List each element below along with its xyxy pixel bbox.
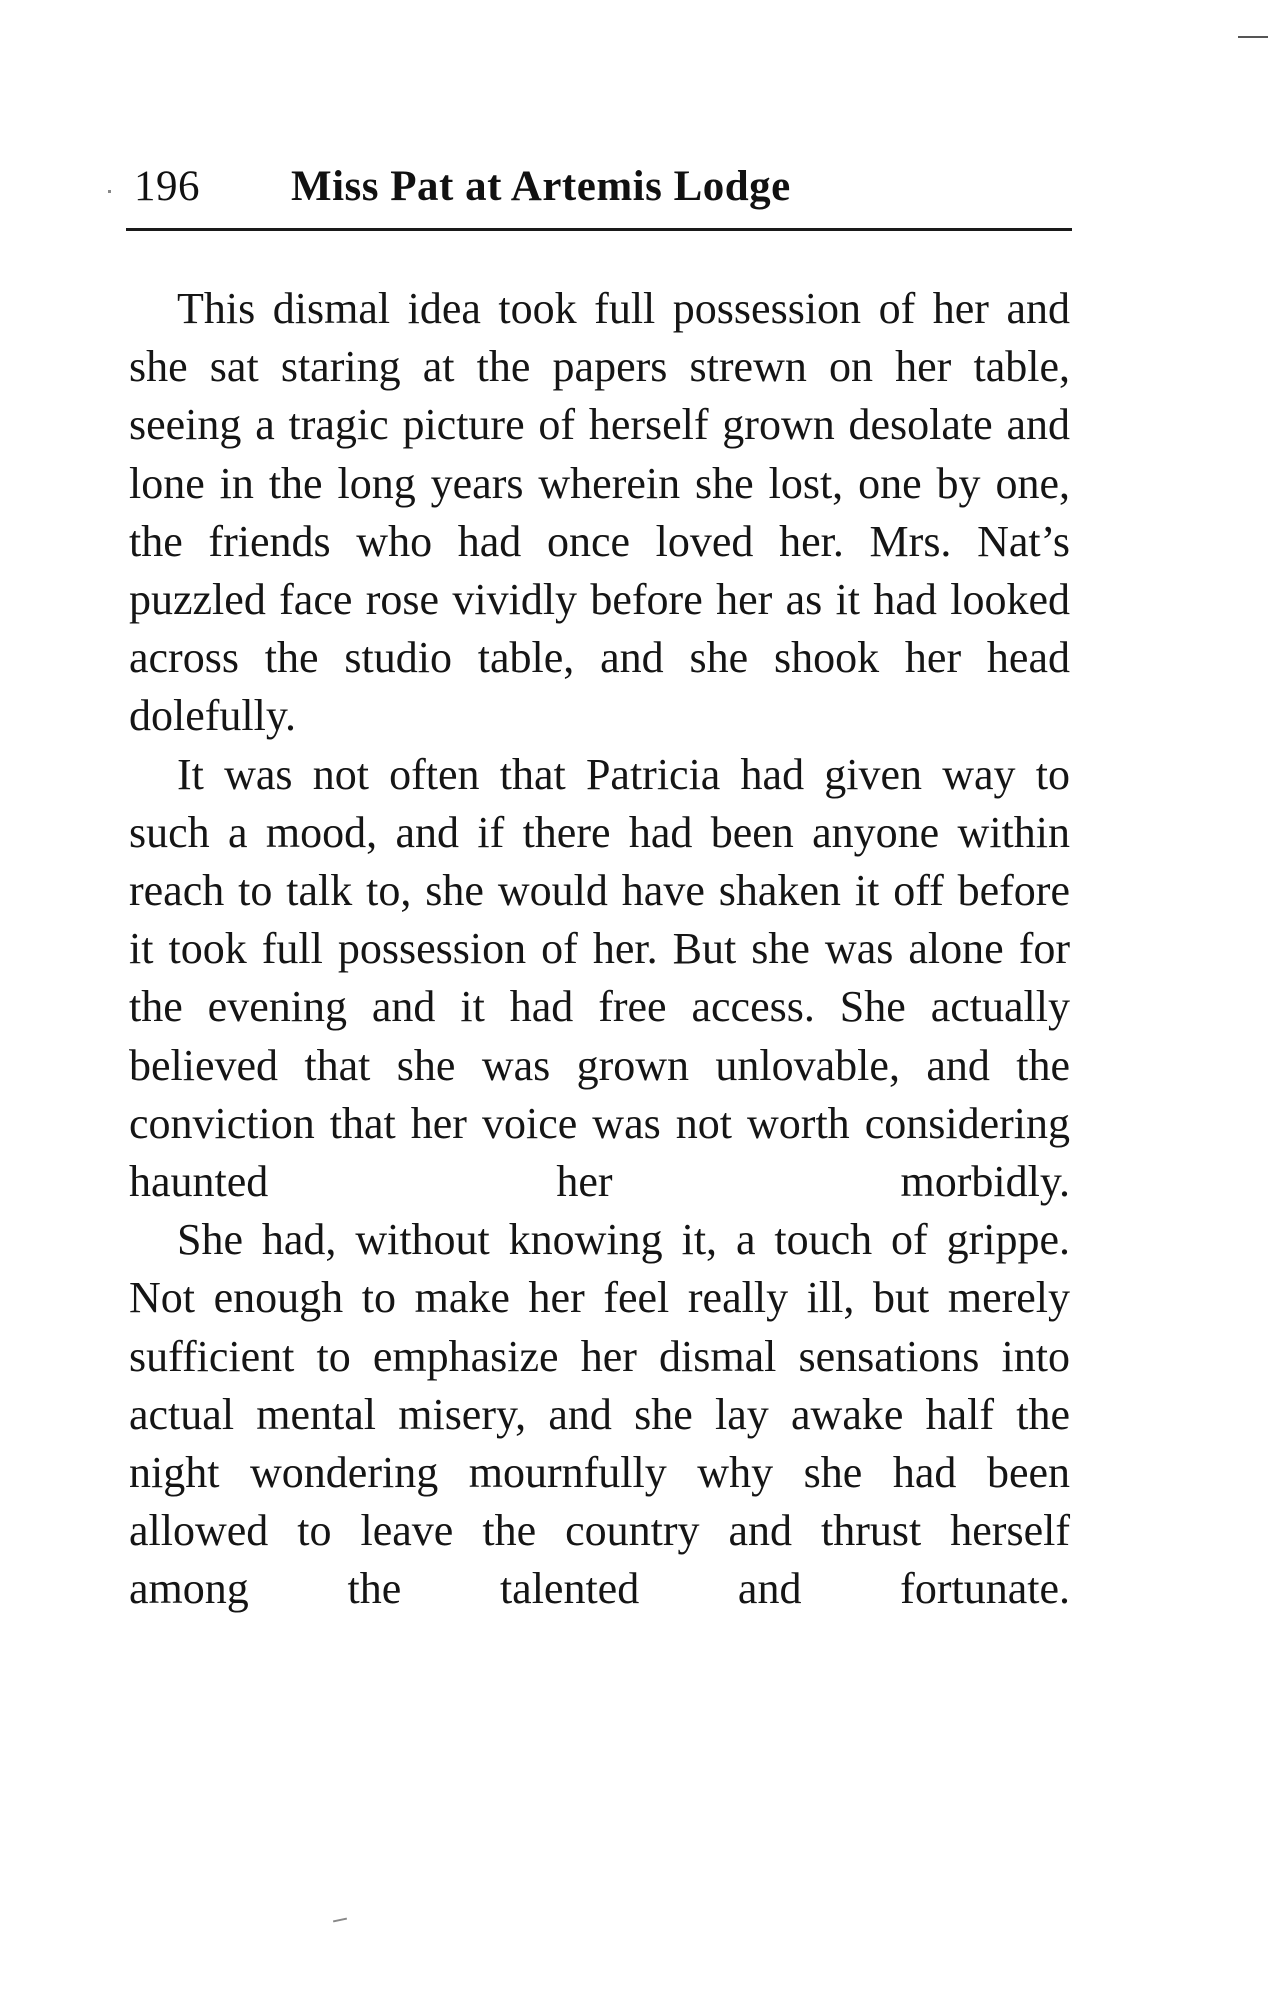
scan-mark [1238, 36, 1268, 38]
paragraph-1: This dismal idea took full possession of her and she sat staring at the papers strewn on her table, seeing a tragic picture of herself grown desolate and lone in the long years wherein she lost, one by one, the friends who had once loved her. Mrs. Nat’s puzzled face rose vividly before her as it had looked across the studio table, and she shook her head dolefully. [129, 284, 1070, 741]
body-text [129, 280, 1070, 1619]
scan-mark [108, 190, 111, 193]
running-title: Miss Pat at Artemis Lodge [291, 163, 791, 210]
page-header [126, 158, 1072, 230]
scan-mark [333, 1918, 347, 1923]
page-number: 196 [134, 163, 200, 210]
paragraph-2: It was not often that Patricia had given way to such a mood, and if there had been anyone within reach to talk to, she would have shaken it off before it took full possession of her. But she was alone for the evening and it had free access. She actually believed that she was grown unlovable, and the conviction that her voice was not worth considering haunted her morbidly. [129, 749, 1070, 1207]
header-rule [126, 228, 1072, 231]
paragraph-3: She had, without knowing it, a touch of grippe. Not enough to make her feel really ill, but merely sufficient to emphasize her dismal sensations into actual mental misery, and she lay awake half the night wondering mournfully why she had been allowed to leave the country and thrust herself among the talented and fortunate. [129, 1215, 1070, 1614]
